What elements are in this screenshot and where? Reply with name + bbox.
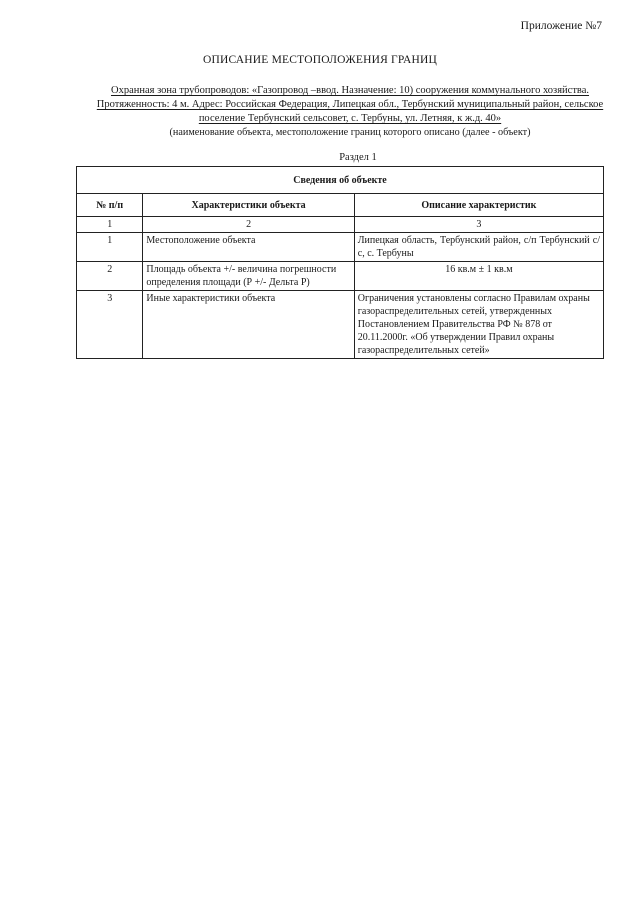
object-description: Охранная зона трубопроводов: «Газопровод –ввод. Назначение: 10) сооружения коммунального хозяйства. Протяженность: 4 м. Адрес: Российская Федерация, Липецкая обл., Тербунский муниципальный район, сельское поселение Тербунский сельсовет, с. Тербуны, ул. Летняя, к ж.д. 40» <box>96 85 604 124</box>
appendix-label: Приложение №7 <box>520 20 602 32</box>
column-header-characteristic: Характеристики объекта <box>143 194 354 217</box>
section-title: Раздел 1 <box>339 152 377 163</box>
column-header-description: Описание характеристик <box>354 194 603 217</box>
object-block <box>96 84 604 140</box>
row-description: 16 кв.м ± 1 кв.м <box>354 262 603 291</box>
table-row <box>77 291 604 359</box>
row-description: Ограничения установлены согласно Правилам охраны газораспределительных сетей, утвержденных Постановлением Правительства РФ № 878 от 20.11.2000г. «Об утверждении Правил охраны газораспределительных сетей» <box>354 291 603 359</box>
row-number: 3 <box>77 291 143 359</box>
row-description: Липецкая область, Тербунский район, с/п Тербунский с/с, с. Тербуны <box>354 233 603 262</box>
column-header-num: № п/п <box>77 194 143 217</box>
row-characteristic: Местоположение объекта <box>143 233 354 262</box>
row-characteristic: Иные характеристики объекта <box>143 291 354 359</box>
row-number: 1 <box>77 233 143 262</box>
column-number: 3 <box>354 217 603 233</box>
column-numbers-row <box>77 217 604 233</box>
table-row <box>77 233 604 262</box>
table-title-row <box>77 167 604 194</box>
table-header-row <box>77 194 604 217</box>
object-info-table <box>76 166 604 359</box>
object-caption: (наименование объекта, местоположение границ которого описано (далее - объект) <box>169 127 531 138</box>
row-characteristic: Площадь объекта +/- величина погрешности определения площади (Р +/- Дельта Р) <box>143 262 354 291</box>
column-number: 2 <box>143 217 354 233</box>
table-row <box>77 262 604 291</box>
row-number: 2 <box>77 262 143 291</box>
document-title: ОПИСАНИЕ МЕСТОПОЛОЖЕНИЯ ГРАНИЦ <box>202 54 438 66</box>
column-number: 1 <box>77 217 143 233</box>
table-title: Сведения об объекте <box>77 167 604 194</box>
